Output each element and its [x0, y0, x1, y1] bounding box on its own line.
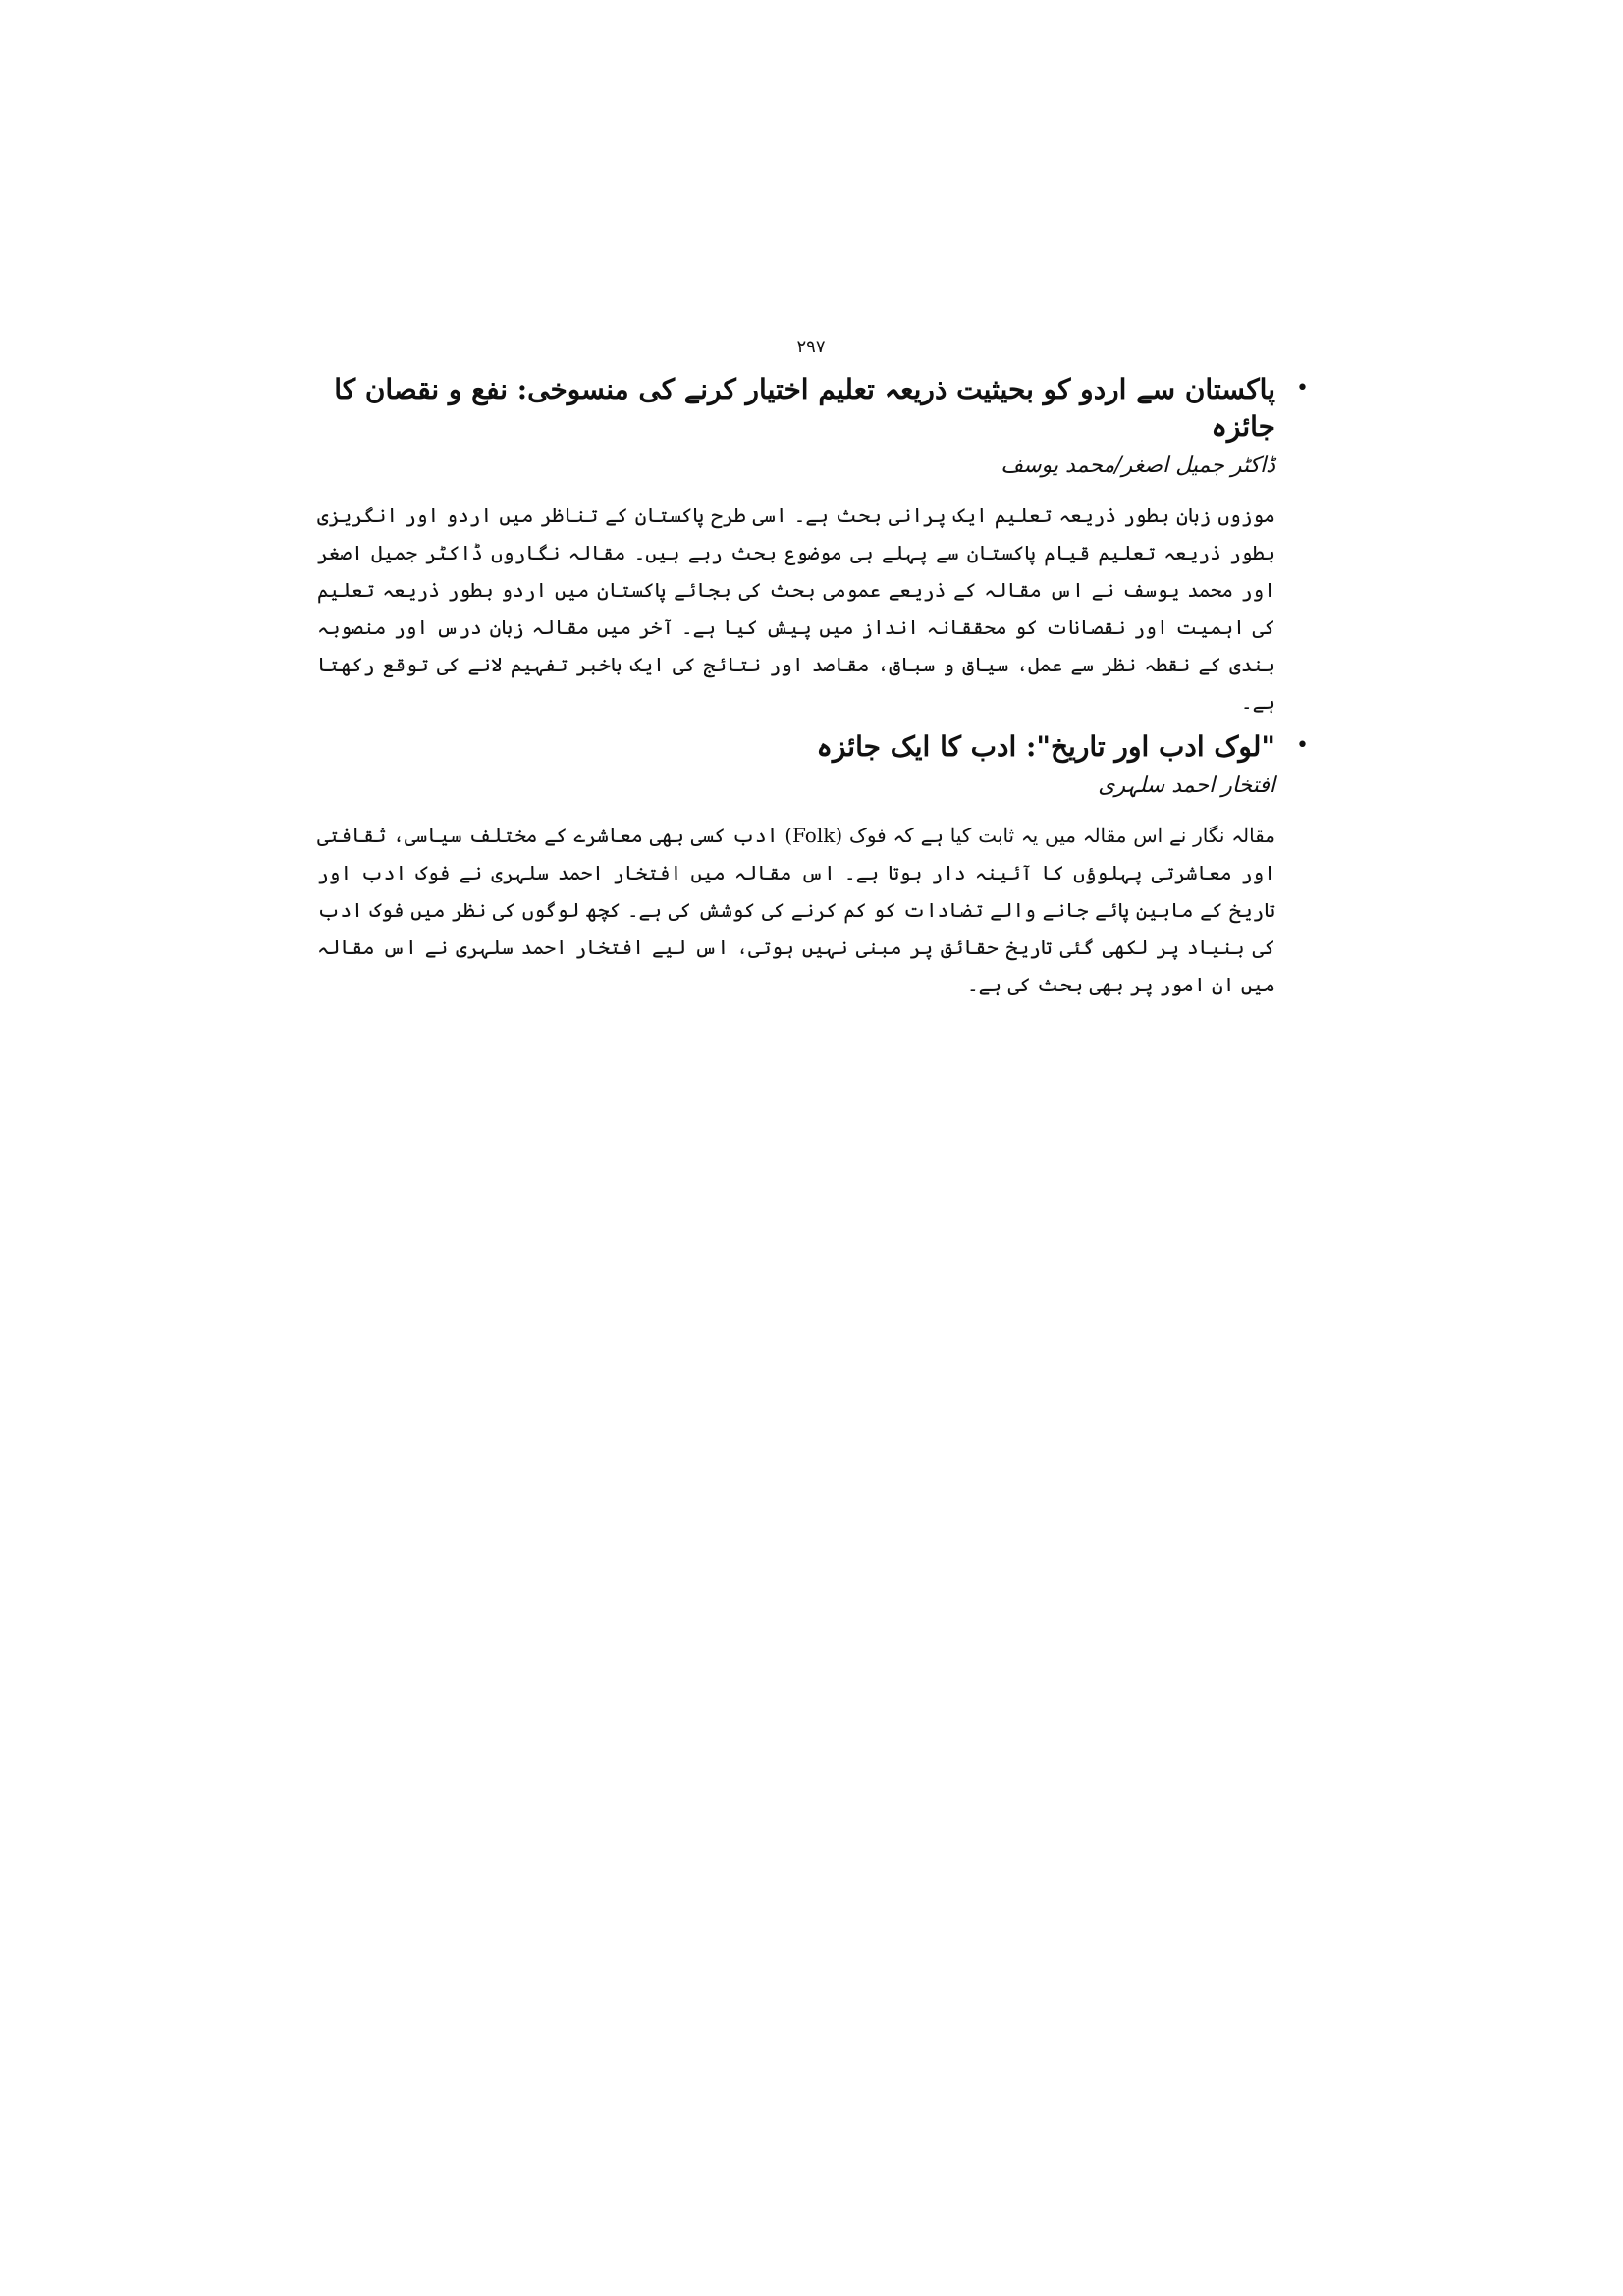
article-entry — [317, 728, 1309, 1023]
article-author: ڈاکٹر جمیل اصغر/محمد یوسف — [1001, 454, 1275, 478]
bullet-icon: • — [1296, 733, 1309, 758]
article-title: "لوک ادب اور تاریخ": ادب کا ایک جائزہ — [816, 730, 1275, 763]
article-author: افتخار احمد سلہری — [1098, 774, 1275, 798]
article-title: پاکستان سے اردو کو بحیثیت ذریعہ تعلیم اختیار کرنے کی منسوخی: نفع و نقصان کا جائزہ — [334, 373, 1275, 443]
article-abstract: موزوں زبان بطور ذریعہ تعلیم ایک پرانی بحث ہے۔ اسی طرح پاکستان کے تناظر میں اردو اور انگریزی بطور ذریعہ تعلیم قیام پاکستان سے پہلے ہی موضوع بحث رہے ہیں۔ مقالہ نگاروں ڈاکٹر جمیل اصغر اور محمد یوسف نے اس مقالہ کے ذریعے عمومی بحث کی بجائے پاکستان میں اردو بطور ذریعہ تعلیم کی اہمیت اور نقصانات کو محققانہ انداز میں پیش کیا ہے۔ آخر میں مقالہ زبان درس اور منصوبہ بندی کے نقطہ نظر سے عمل، سیاق و سباق، مقاصد اور نتائج کی ایک باخبر تفہیم لانے کی توقع رکھتا ہے۔ — [317, 504, 1275, 714]
page-number: ۲۹۷ — [796, 337, 826, 357]
article-abstract: مقالہ نگار نے اس مقالہ میں یہ ثابت کیا ہے کہ فوک (Folk) ادب کسی بھی معاشرے کے مختلف سیاسی، ثقافتی اور معاشرتی پہلوؤں کا آئینہ دار ہوتا ہے۔ اس مقالہ میں افتخار احمد سلہری نے فوک ادب اور تاریخ کے مابین پائے جانے والے تضادات کو کم کرنے کی کوشش کی ہے۔ کچھ لوگوں کی نظر میں فوک ادب کی بنیاد پر لکھی گئی تاریخ حقائق پر مبنی نہیں ہوتی، اس لیے افتخار احمد سلہری نے اس مقالہ میں ان امور پر بھی بحث کی ہے۔ — [317, 824, 1275, 996]
article-entry — [317, 371, 1309, 740]
article-heading — [317, 371, 1309, 446]
bullet-icon: • — [1296, 376, 1309, 400]
article-heading — [317, 728, 1309, 766]
